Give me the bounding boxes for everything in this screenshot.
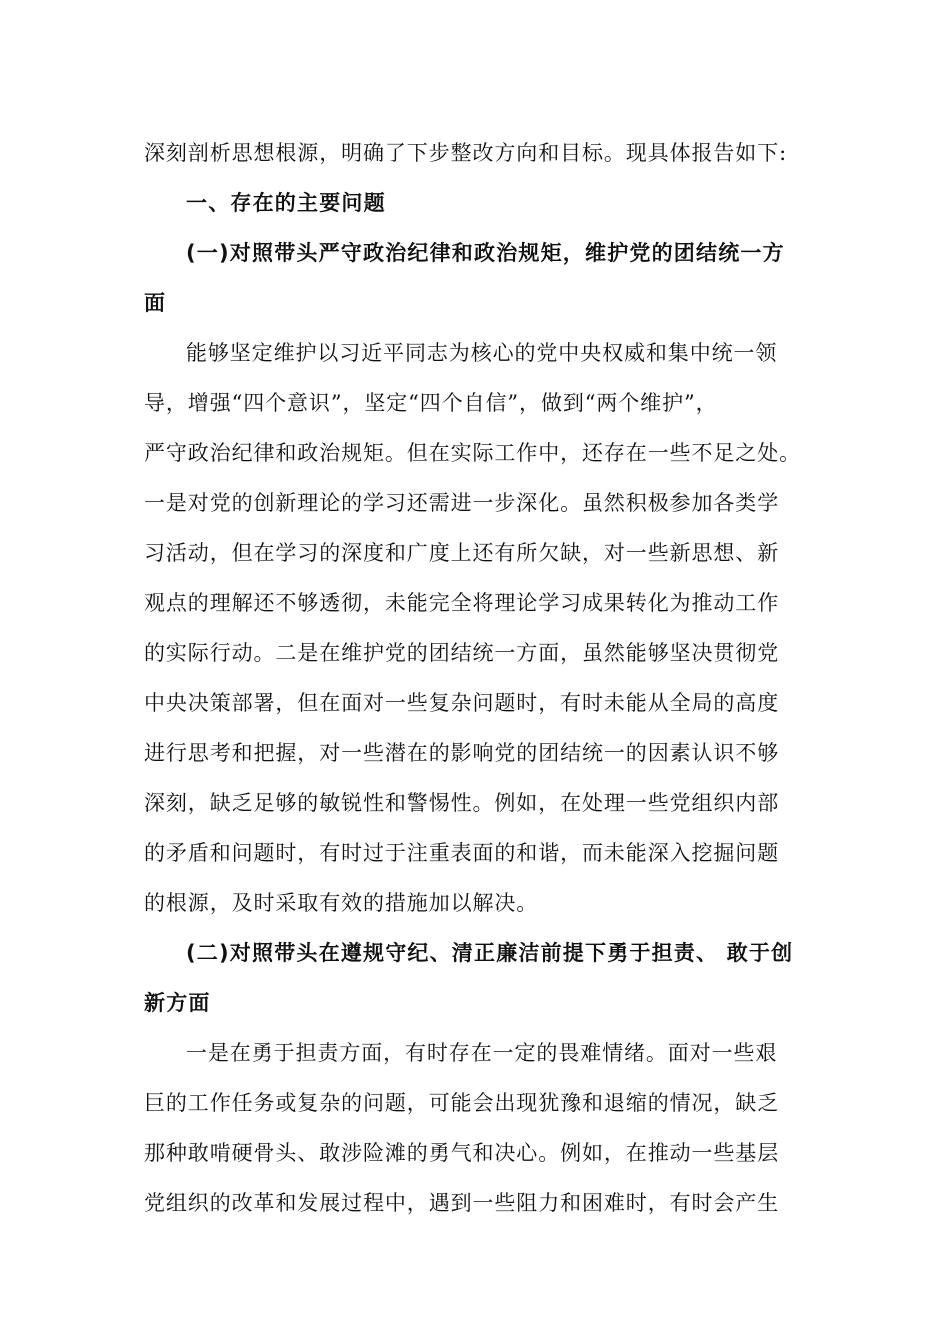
paragraph-line: 导，增强“四个意识”，坚定“四个自信”，做到“两个维护”， bbox=[144, 391, 718, 415]
document-body bbox=[144, 128, 810, 1228]
subsection-heading: (一)对照带头严守政治纪律和政治规矩，维护党的团结统一方 bbox=[186, 241, 785, 265]
paragraph-line: 深刻，缺乏足够的敏锐性和警惕性。例如，在处理一些党组织内部 bbox=[144, 791, 780, 815]
subsection-heading: 新方面 bbox=[144, 991, 211, 1015]
paragraph-line: 一是在勇于担责方面，有时存在一定的畏难情绪。面对一些艰 bbox=[186, 1041, 778, 1065]
paragraph-line: 中央决策部署，但在面对一些复杂问题时，有时未能从全局的高度 bbox=[144, 691, 780, 715]
paragraph-line: 的实际行动。二是在维护党的团结统一方面，虽然能够坚决贯彻党 bbox=[144, 641, 780, 665]
subsection-heading: (二)对照带头在遵规守纪、清正廉洁前提下勇于担责、 敢于创 bbox=[186, 941, 794, 965]
paragraph-line: 严守政治纪律和政治规矩。但在实际工作中，还存在一些不足之处。 bbox=[144, 441, 801, 465]
subsection-heading: 面 bbox=[144, 291, 167, 315]
paragraph-line: 一是对党的创新理论的学习还需进一步深化。虽然积极参加各类学 bbox=[144, 491, 780, 515]
paragraph-line: 的根源，及时采取有效的措施加以解决。 bbox=[144, 891, 539, 915]
paragraph-line: 党组织的改革和发展过程中，遇到一些阻力和困难时，有时会产生 bbox=[144, 1191, 780, 1215]
paragraph-line: 那种敢啃硬骨头、敢涉险滩的勇气和决心。例如，在推动一些基层 bbox=[144, 1141, 780, 1165]
paragraph-line: 的矛盾和问题时，有时过于注重表面的和谐，而未能深入挖掘问题 bbox=[144, 841, 780, 865]
paragraph-line: 进行思考和把握，对一些潜在的影响党的团结统一的因素认识不够 bbox=[144, 741, 780, 765]
paragraph-line: 能够坚定维护以习近平同志为核心的党中央权威和集中统一领 bbox=[186, 341, 778, 365]
paragraph-line: 巨的工作任务或复杂的问题，可能会出现犹豫和退缩的情况，缺乏 bbox=[144, 1091, 780, 1115]
paragraph-line: 深刻剖析思想根源，明确了下步整改方向和目标。现具体报告如下: bbox=[144, 141, 788, 165]
paragraph-line: 习活动，但在学习的深度和广度上还有所欠缺，对一些新思想、新 bbox=[144, 541, 780, 565]
paragraph-line: 观点的理解还不够透彻，未能完全将理论学习成果转化为推动工作 bbox=[144, 591, 780, 615]
section-heading: 一、存在的主要问题 bbox=[186, 191, 386, 215]
